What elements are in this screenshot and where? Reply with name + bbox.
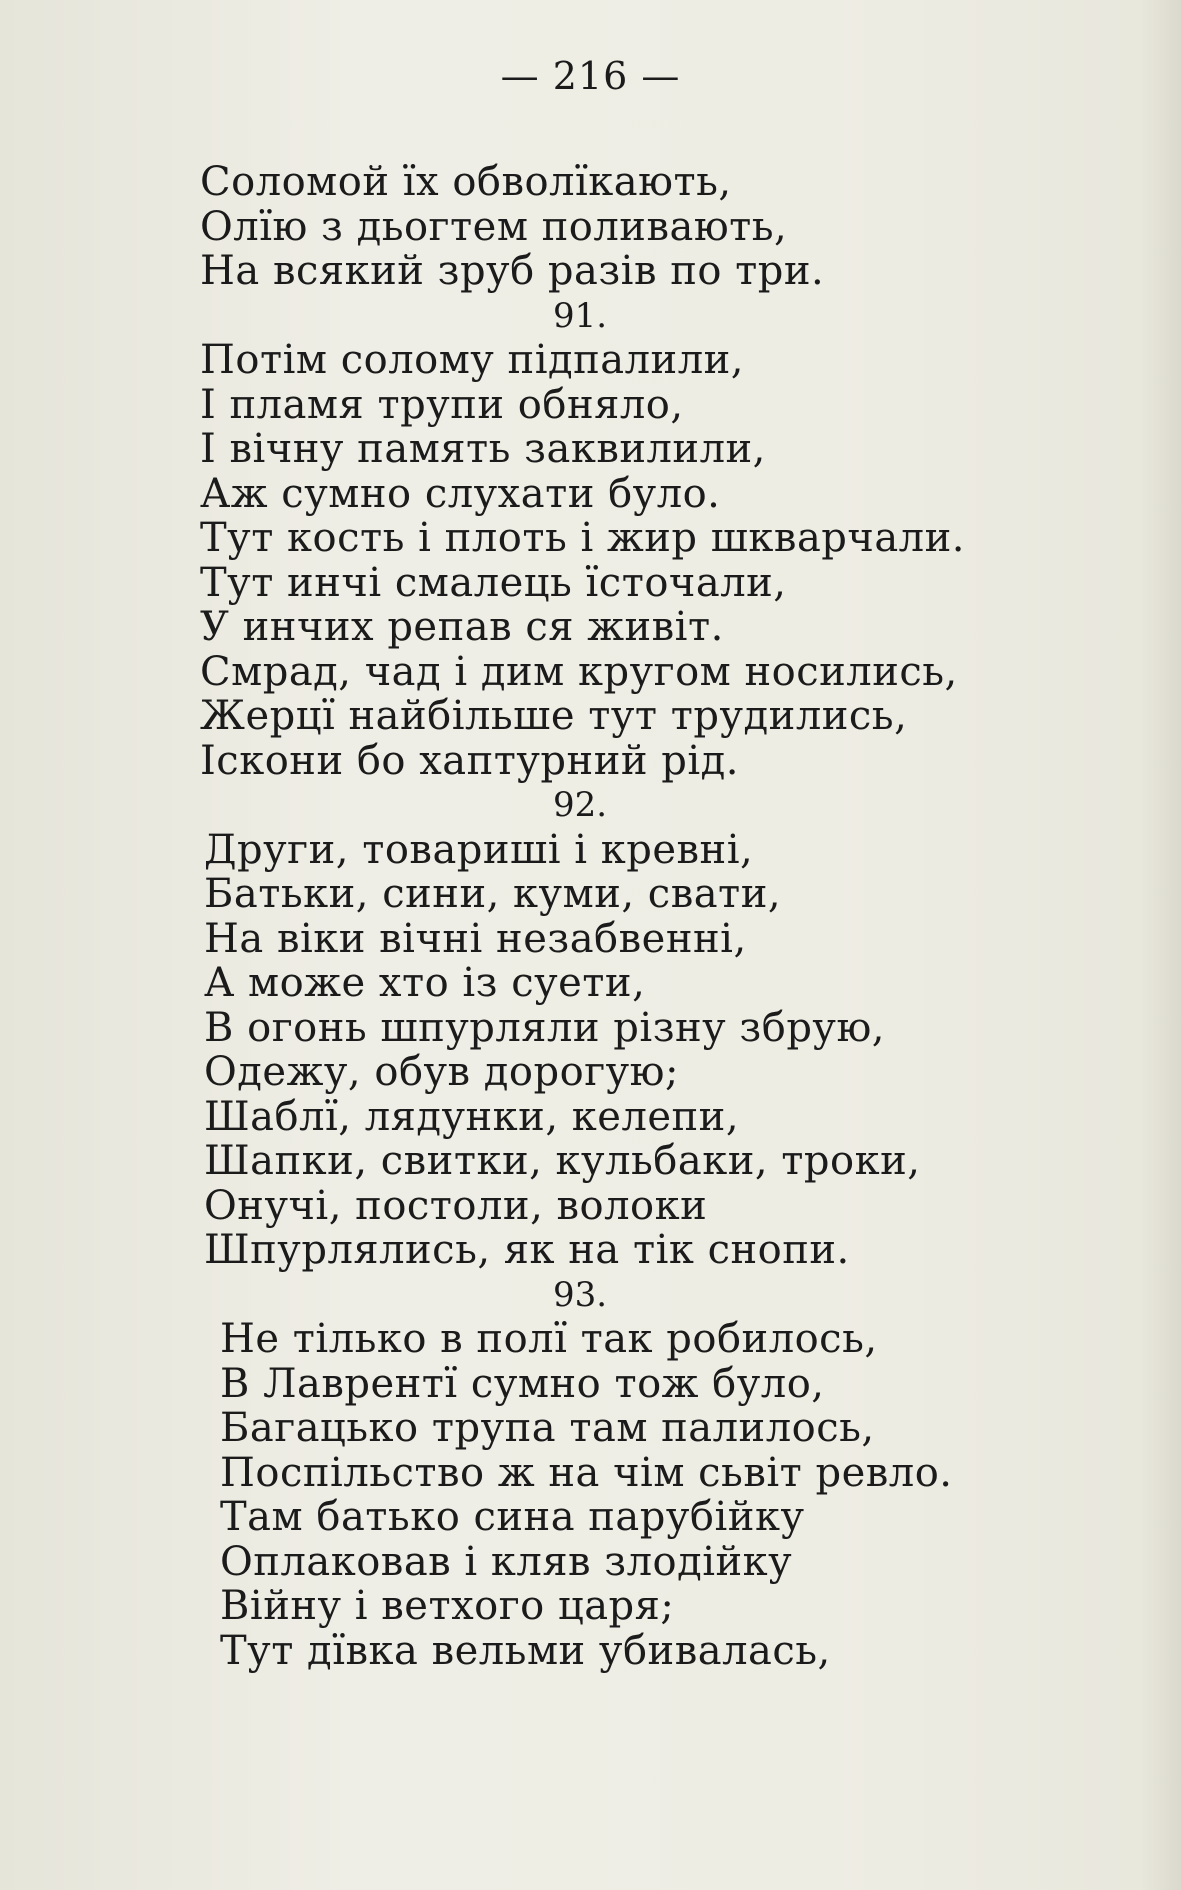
verse-line: Потім солому підпалили, bbox=[200, 337, 744, 383]
stanza-number: 92. bbox=[552, 785, 608, 825]
verse-line: Одежу, обув дорогую; bbox=[204, 1049, 679, 1095]
verse-line: Батьки, сини, куми, свати, bbox=[204, 871, 782, 917]
verse-line: Жерцї найбільше тут трудились, bbox=[200, 693, 908, 739]
verse-line: Війну і ветхого царя; bbox=[220, 1583, 675, 1629]
verse-line: Аж сумно слухати було. bbox=[200, 470, 721, 517]
poem-text bbox=[200, 160, 1100, 1673]
verse-line: Шаблї, лядунки, келепи, bbox=[204, 1093, 740, 1140]
verse-line: Смрад, чад і дим кругом носились, bbox=[200, 648, 958, 695]
verse-line: Оплаковав і кляв злодійку bbox=[220, 1538, 793, 1585]
verse-line: Тут кость і плоть і жир шкварчали. bbox=[200, 515, 965, 561]
verse-line: І пламя трупи обняло, bbox=[200, 381, 684, 428]
verse-line: Други, товариші і кревні, bbox=[204, 826, 754, 873]
verse-line: Багацько трупа там палилось, bbox=[220, 1405, 875, 1451]
verse-line: В огонь шпурляли різну збрую, bbox=[204, 1004, 886, 1051]
verse-line: Поспільство ж на чім сьвіт ревло. bbox=[220, 1449, 953, 1496]
verse-line: Іскони бо хаптурний рід. bbox=[200, 737, 739, 784]
verse-line: А може хто із суети, bbox=[204, 960, 646, 1006]
verse-line: Олїю з дьогтем поливають, bbox=[200, 203, 788, 250]
verse-line: Онучі, постоли, волоки bbox=[204, 1182, 708, 1229]
verse-line: Тут инчі смалець їсточали, bbox=[200, 559, 787, 606]
verse-line: Там батько сина парубійку bbox=[220, 1494, 805, 1540]
verse-line: Тут дївка вельми убивалась, bbox=[220, 1627, 831, 1674]
page-edge-shadow bbox=[1141, 0, 1181, 1890]
verse-line: На віки вічні незабвенні, bbox=[204, 915, 747, 962]
stanza-number: 91. bbox=[552, 295, 608, 336]
verse-line: Шпурлялись, як на тік снопи. bbox=[204, 1227, 850, 1273]
verse-line: Не тілько в полї так робилось, bbox=[220, 1316, 878, 1362]
verse-line: В Лаврентї сумно тож було, bbox=[220, 1360, 825, 1407]
stanza-number: 93. bbox=[552, 1274, 608, 1315]
verse-line: На всякий зруб разів по три. bbox=[200, 248, 825, 294]
verse-line: Шапки, свитки, кульбаки, троки, bbox=[204, 1138, 921, 1184]
verse-line: У инчих репав ся живіт. bbox=[200, 604, 724, 650]
page-number: — 216 — bbox=[500, 54, 681, 98]
verse-line: Соломой їх обволїкають, bbox=[200, 159, 732, 205]
verse-line: І вічну память заквилили, bbox=[200, 426, 766, 472]
